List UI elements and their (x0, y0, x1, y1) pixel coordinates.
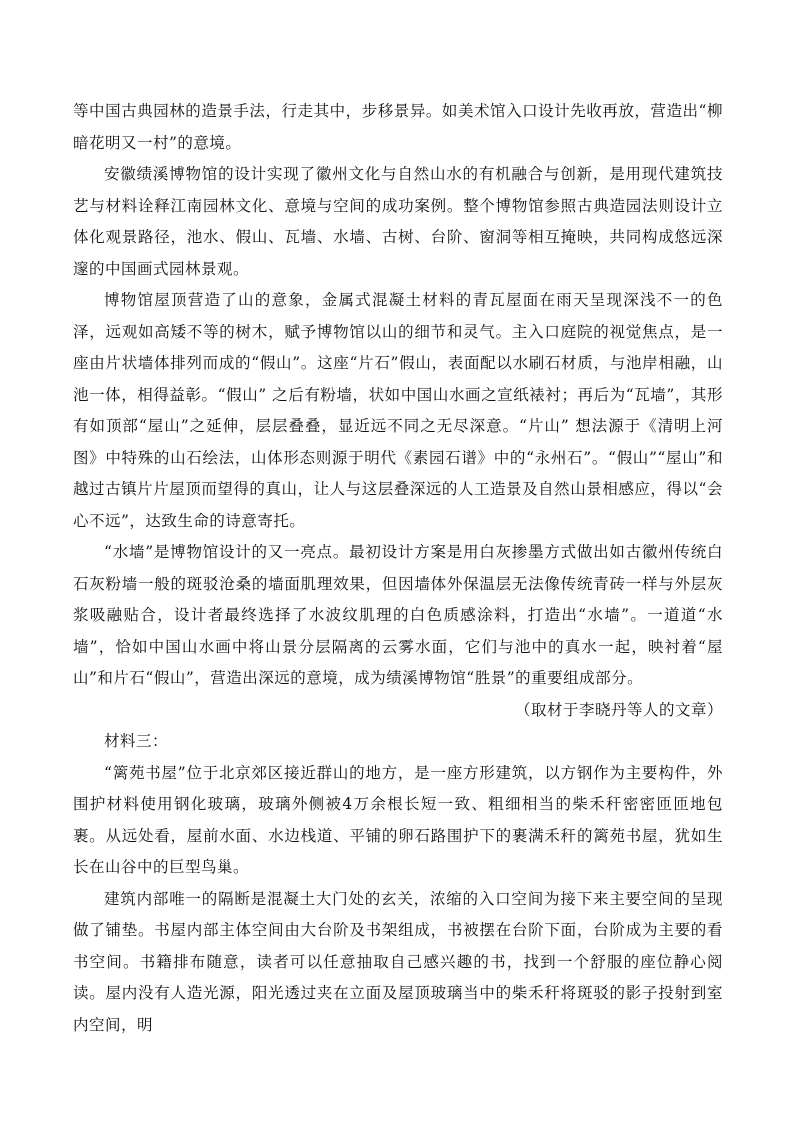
document-page (73, 96, 723, 1041)
paragraph-water-wall: “水墙”是博物馆设计的又一亮点。最初设计方案是用白灰掺墨方式做出如古徽州传统白石灰粉墙一般的斑驳沧桑的墙面肌理效果，但因墙体外保温层无法像传统青砖一样与外层灰浆吸融贴合，设计者最终选择了水波纹肌理的白色质感涂料，打造出“水墙”。一道道“水墙”，恰如中国山水画中将山景分层隔离的云雾水面，它们与池中的真水一起，映衬着“屋山”和片石“假山”，营造出深远的意境，成为绩溪博物馆“胜景”的重要组成部分。 (73, 543, 723, 687)
paragraph-roof-mountain: 博物馆屋顶营造了山的意象，金属式混凝土材料的青瓦屋面在雨天呈现深浅不一的色泽，远观如高矮不等的树木，赋予博物馆以山的细节和灵气。主入口庭院的视觉焦点，是一座由片状墙体排列而成的“假山”。这座“片石”假山，表面配以水刷石材质，与池岸相融，山池一体，相得益彰。“假山” 之后有粉墙，状如中国山水画之宣纸裱衬；再后为“瓦墙”，其形有如顶部“屋山”之延伸，层层叠叠，显近远不同之无尽深意。“片山” 想法源于《清明上河图》中特殊的山石绘法，山体形态则源于明代《素园石谱》中的“永州石”。“假山”“屋山”和越过古镇片片屋顶而望得的真山，让人与这层叠深远的人工造景及自然山景相感应，得以“会心不远”，达致生命的诗意寄托。 (73, 291, 723, 530)
paragraph-liyuan-library: “篱苑书屋”位于北京郊区接近群山的地方，是一座方形建筑，以方钢作为主要构件，外围护材料使用钢化玻璃，玻璃外侧被4万余根长短一致、粗细相当的柴禾秆密密匝匝地包裹。从远处看，屋前水面、水边栈道、平铺的卵石路围护下的裹满禾秆的篱苑书屋，犹如生长在山谷中的巨型鸟巢。 (73, 763, 723, 876)
paragraph-jixi-museum-intro: 安徽绩溪博物馆的设计实现了徽州文化与自然山水的有机融合与创新，是用现代建筑技艺与材料诠释江南园林文化、意境与空间的成功案例。整个博物馆参照古典造园法则设计立体化观景路径，池水、假山、瓦墙、水墙、古树、台阶、窗洞等相互掩映，共同构成悠远深邃的中国画式园林景观。 (73, 165, 723, 278)
section-heading: 材料三： (104, 732, 169, 750)
paragraph-library-interior: 建筑内部唯一的隔断是混凝土大门处的玄关，浓缩的入口空间为接下来主要空间的呈现做了铺垫。书屋内部主体空间由大台阶及书架组成，书被摆在台阶下面，台阶成为主要的看书空间。书籍排布随意，读者可以任意抽取自己感兴趣的书，找到一个舒服的座位静心阅读。屋内没有人造光源，阳光透过夹在立面及屋顶玻璃当中的柴禾秆将斑驳的影子投射到室内空间，明 (73, 889, 723, 1034)
paragraph-continuation: 等中国古典园林的造景手法，行走其中，步移景异。如美术馆入口设计先收再放，营造出“柳暗花明又一村”的意境。 (73, 102, 723, 152)
source-note: （取材于李晓丹等人的文章） (514, 700, 723, 719)
